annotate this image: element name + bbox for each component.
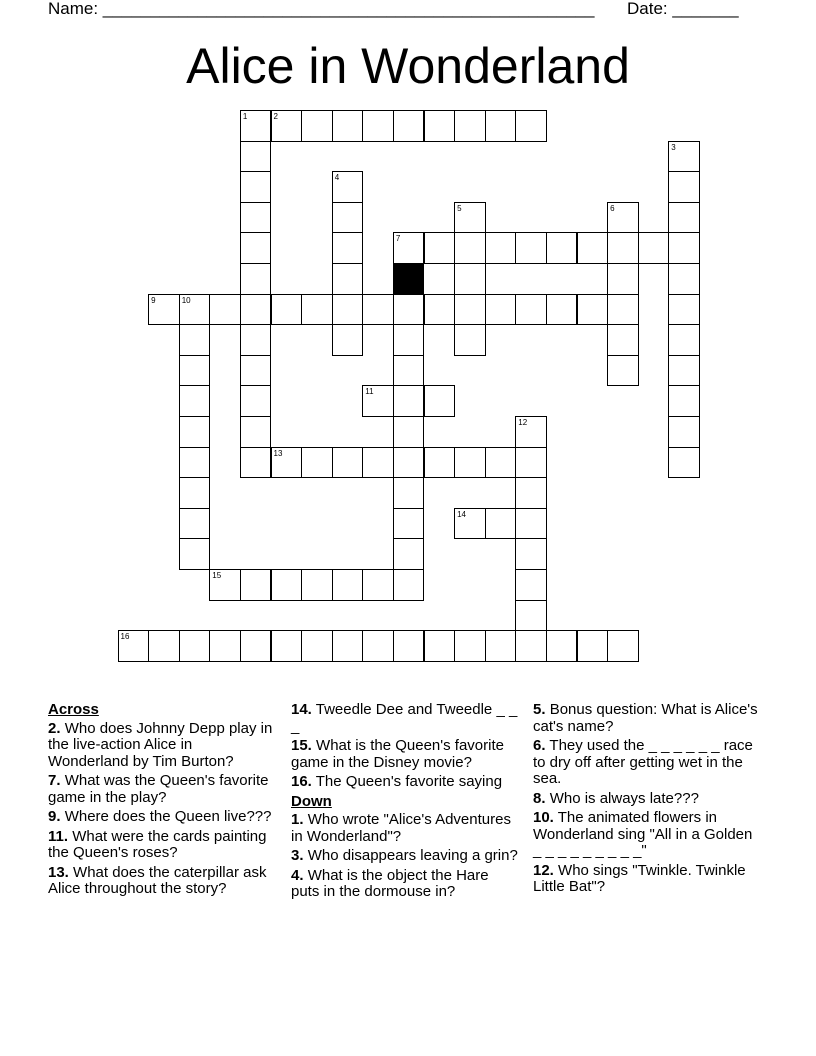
grid-cell bbox=[271, 569, 303, 601]
grid-cell bbox=[424, 630, 456, 662]
grid-cell bbox=[179, 508, 211, 540]
grid-cell bbox=[454, 630, 486, 662]
grid-cell bbox=[332, 569, 364, 601]
grid-cell bbox=[271, 447, 303, 479]
grid-cell bbox=[240, 355, 272, 387]
grid-cell bbox=[332, 232, 364, 264]
grid-cell bbox=[454, 110, 486, 142]
grid-cell bbox=[515, 508, 547, 540]
grid-cell bbox=[577, 630, 609, 662]
grid-cell bbox=[668, 355, 700, 387]
clue-down-8: 8. Who is always late??? bbox=[533, 789, 699, 807]
grid-cell bbox=[577, 232, 609, 264]
grid-cell bbox=[271, 630, 303, 662]
grid-cell bbox=[607, 324, 639, 356]
grid-cell bbox=[301, 294, 333, 326]
grid-cell bbox=[393, 385, 425, 417]
grid-cell bbox=[485, 447, 517, 479]
name-field-line: Name: ____________________________________________________ bbox=[48, 0, 595, 18]
grid-cell bbox=[393, 110, 425, 142]
grid-cell bbox=[209, 569, 241, 601]
black-square bbox=[393, 263, 425, 295]
grid-cell bbox=[209, 630, 241, 662]
clue-across-15: 15. What is the Queen's favorite game in the Disney movie? bbox=[291, 737, 504, 771]
grid-cell bbox=[515, 447, 547, 479]
clue-across-11: 11. What were the cards painting the Queen's roses? bbox=[48, 827, 267, 861]
clue-number: 10 bbox=[181, 295, 191, 305]
clue-number: 4 bbox=[334, 173, 340, 183]
grid-cell bbox=[362, 569, 394, 601]
grid-cell bbox=[607, 232, 639, 264]
grid-cell bbox=[240, 385, 272, 417]
grid-cell bbox=[515, 232, 547, 264]
grid-cell bbox=[393, 294, 425, 326]
grid-cell bbox=[393, 232, 425, 264]
grid-cell bbox=[607, 202, 639, 234]
clue-number: 6 bbox=[610, 203, 615, 213]
grid-cell bbox=[240, 294, 272, 326]
grid-cell bbox=[393, 477, 425, 509]
clue-number: 13 bbox=[273, 448, 283, 458]
clue-number: 3 bbox=[671, 142, 676, 152]
grid-cell bbox=[454, 232, 486, 264]
clue-number: 12 bbox=[518, 418, 528, 427]
clue-number: 11 bbox=[365, 387, 374, 397]
grid-cell bbox=[393, 569, 425, 601]
grid-cell bbox=[424, 110, 456, 142]
grid-cell bbox=[240, 630, 272, 662]
grid-cell bbox=[179, 538, 211, 570]
grid-cell bbox=[515, 294, 547, 326]
grid-cell bbox=[179, 294, 211, 326]
grid-cell bbox=[424, 232, 456, 264]
grid-cell bbox=[515, 416, 547, 448]
clue-down-5: 5. Bonus question: What is Alice's cat's name? bbox=[533, 701, 758, 735]
grid-cell bbox=[668, 416, 700, 448]
grid-cell bbox=[179, 385, 211, 417]
grid-cell bbox=[668, 385, 700, 417]
grid-cell bbox=[393, 355, 425, 387]
clue-across-16: 16. The Queen's favorite saying bbox=[291, 773, 503, 790]
grid-cell bbox=[485, 294, 517, 326]
grid-cell bbox=[179, 447, 211, 479]
grid-cell bbox=[179, 324, 211, 356]
grid-cell bbox=[393, 324, 425, 356]
grid-cell bbox=[668, 447, 700, 479]
grid-cell bbox=[454, 508, 486, 540]
grid-cell bbox=[240, 110, 272, 142]
grid-cell bbox=[668, 294, 700, 326]
grid-cell bbox=[393, 447, 425, 479]
grid-cell bbox=[362, 385, 394, 417]
grid-cell bbox=[454, 447, 486, 479]
grid-cell bbox=[485, 508, 517, 540]
grid-cell bbox=[607, 263, 639, 295]
grid-cell bbox=[424, 385, 456, 417]
grid-cell bbox=[424, 294, 456, 326]
clue-number: 1 bbox=[242, 112, 248, 121]
grid-cell bbox=[271, 294, 303, 326]
grid-cell bbox=[301, 569, 333, 601]
clue-down-6: 6. They used the _ _ _ _ _ _ race to dry off after getting wet in the sea. bbox=[533, 737, 753, 787]
grid-cell bbox=[668, 232, 700, 264]
clue-column-1 bbox=[48, 702, 276, 901]
grid-cell bbox=[393, 416, 425, 448]
across-heading: Across bbox=[48, 701, 99, 718]
grid-cell bbox=[271, 110, 303, 142]
grid-cell bbox=[668, 202, 700, 234]
grid-cell bbox=[393, 508, 425, 540]
clue-number: 5 bbox=[457, 203, 462, 213]
grid-cell bbox=[393, 630, 425, 662]
grid-cell bbox=[515, 630, 547, 662]
clue-down-4: 4. What is the object the Hare puts in the dormouse in? bbox=[291, 866, 489, 900]
grid-cell bbox=[179, 477, 211, 509]
clue-down-12: 12. Who sings "Twinkle. Twinkle Little Bat"? bbox=[533, 861, 746, 895]
grid-cell bbox=[179, 416, 211, 448]
grid-cell bbox=[393, 538, 425, 570]
grid-cell bbox=[332, 263, 364, 295]
grid-cell bbox=[240, 416, 272, 448]
grid-cell bbox=[209, 294, 241, 326]
grid-cell bbox=[240, 324, 272, 356]
clue-across-14: 14. Tweedle Dee and Tweedle _ _ _ bbox=[291, 701, 518, 735]
grid-cell bbox=[424, 447, 456, 479]
grid-cell bbox=[485, 232, 517, 264]
clue-number: 15 bbox=[212, 571, 222, 580]
grid-cell bbox=[485, 630, 517, 662]
grid-cell bbox=[668, 324, 700, 356]
grid-cell bbox=[179, 355, 211, 387]
grid-cell bbox=[607, 355, 639, 387]
clue-number: 2 bbox=[273, 112, 278, 121]
grid-cell bbox=[362, 110, 394, 142]
grid-cell bbox=[454, 294, 486, 326]
clue-number: 16 bbox=[120, 632, 130, 642]
date-field-line: Date: _______ bbox=[627, 0, 739, 18]
grid-cell bbox=[240, 569, 272, 601]
grid-cell bbox=[301, 110, 333, 142]
clue-column-2 bbox=[291, 702, 521, 904]
grid-cell bbox=[362, 294, 394, 326]
puzzle-title: Alice in Wonderland bbox=[186, 38, 630, 94]
grid-cell bbox=[332, 324, 364, 356]
grid-cell bbox=[362, 447, 394, 479]
grid-cell bbox=[638, 232, 670, 264]
grid-cell bbox=[332, 447, 364, 479]
clue-number: 14 bbox=[457, 509, 466, 519]
grid-cell bbox=[485, 110, 517, 142]
clue-down-3: 3. Who disappears leaving a grin? bbox=[291, 847, 518, 864]
grid-cell bbox=[240, 447, 272, 479]
grid-cell bbox=[240, 202, 272, 234]
down-heading: Down bbox=[291, 792, 332, 810]
grid-cell bbox=[515, 538, 547, 570]
clue-across-7: 7. What was the Queen's favorite game in the play? bbox=[48, 772, 269, 806]
grid-cell bbox=[515, 600, 547, 632]
grid-cell bbox=[668, 141, 700, 173]
grid-cell bbox=[546, 294, 578, 326]
grid-cell bbox=[148, 294, 180, 326]
clue-number: 9 bbox=[151, 295, 156, 305]
grid-cell bbox=[148, 630, 180, 662]
grid-cell bbox=[454, 202, 486, 234]
grid-cell bbox=[240, 263, 272, 295]
grid-cell bbox=[301, 630, 333, 662]
clue-number: 7 bbox=[395, 234, 401, 244]
grid-cell bbox=[607, 294, 639, 326]
clue-down-10: 10. The animated flowers in Wonderland sing "All in a Golden _ _ _ _ _ _ _ _ _" bbox=[533, 809, 753, 859]
clue-across-9: 9. Where does the Queen live??? bbox=[48, 808, 272, 825]
grid-cell bbox=[332, 630, 364, 662]
grid-cell bbox=[332, 202, 364, 234]
clue-column-3 bbox=[533, 702, 758, 899]
grid-cell bbox=[546, 232, 578, 264]
grid-cell bbox=[240, 171, 272, 203]
grid-cell bbox=[515, 110, 547, 142]
clue-number: 8 bbox=[395, 265, 401, 274]
grid-cell bbox=[454, 263, 486, 295]
grid-cell bbox=[240, 232, 272, 264]
grid-cell bbox=[454, 324, 486, 356]
grid-cell bbox=[607, 630, 639, 662]
clue-across-2: 2. Who does Johnny Depp play in the live-action Alice in Wonderland by Tim Burton? bbox=[48, 719, 273, 770]
grid-cell bbox=[332, 110, 364, 142]
grid-cell bbox=[332, 294, 364, 326]
clue-down-1: 1. Who wrote "Alice's Adventures in Wonderland"? bbox=[291, 811, 511, 845]
grid-cell bbox=[362, 630, 394, 662]
grid-cell bbox=[332, 171, 364, 203]
grid-cell bbox=[546, 630, 578, 662]
grid-cell bbox=[118, 630, 150, 662]
grid-cell bbox=[515, 477, 547, 509]
grid-cell bbox=[240, 141, 272, 173]
grid-cell bbox=[515, 569, 547, 601]
grid-cell bbox=[668, 263, 700, 295]
grid-cell bbox=[301, 447, 333, 479]
clue-across-13: 13. What does the caterpillar ask Alice throughout the story? bbox=[48, 863, 267, 897]
grid-cell bbox=[179, 630, 211, 662]
grid-cell bbox=[577, 294, 609, 326]
grid-cell bbox=[668, 171, 700, 203]
